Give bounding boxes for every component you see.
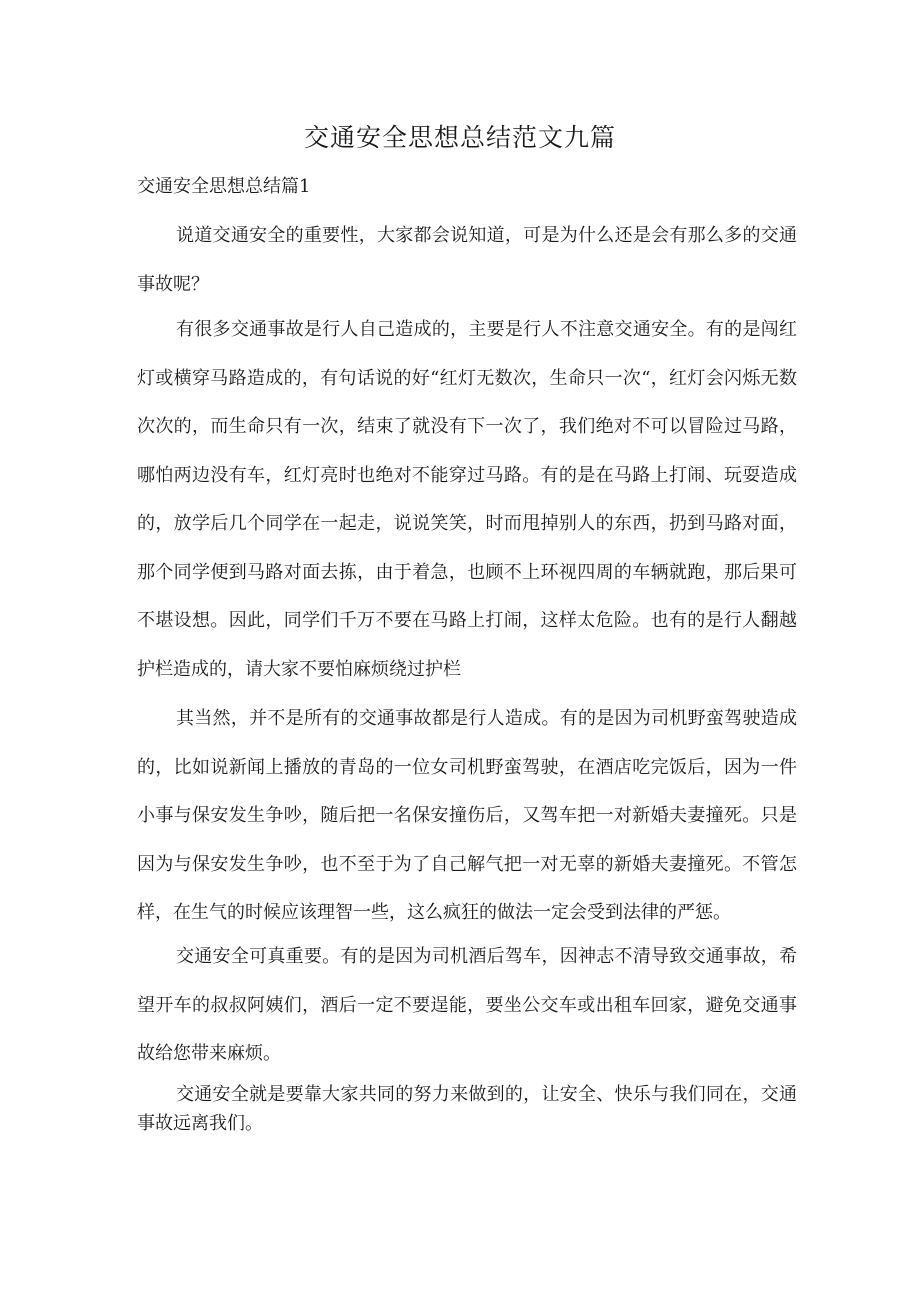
- section-heading: 交通安全思想总结篇1: [137, 176, 311, 197]
- document-title: 交通安全思想总结范文九篇: [303, 123, 616, 152]
- paragraph-3: 其当然，并不是所有的交通事故都是行人造成。有的是因为司机野蛮驾驶造成的，比如说新闻上播放的青岛的一位女司机野蛮驾驶，在酒店吃完饭后，因为一件小事与保安发生争吵，随后把一名保安撞伤后，又驾车把一对新婚夫妻撞死。只是因为与保安发生争吵，也不至于为了自己解气把一对无辜的新婚夫妻撞死。不管怎样，在生气的时候应该理智一些，这么疯狂的做法一定会受到法律的严惩。: [137, 708, 797, 923]
- paragraph-2: 有很多交通事故是行人自己造成的，主要是行人不注意交通安全。有的是闯红灯或横穿马路造成的，有句话说的好“红灯无数次，生命只一次“，红灯会闪烁无数次次的，而生命只有一次，结束了就没有下一次了，我们绝对不可以冒险过马路，哪怕两边没有车，红灯亮时也绝对不能穿过马路。有的是在马路上打闹、玩耍造成的，放学后几个同学在一起走，说说笑笑，时而甩掉别人的东西，扔到马路对面，那个同学便到马路对面去拣，由于着急，也顾不上环视四周的车辆就跑，那后果可不堪设想。因此，同学们千万不要在马路上打闹，这样太危险。也有的是行人翻越护栏造成的，请大家不要怕麻烦绕过护栏: [137, 319, 797, 680]
- paragraph-1: 说道交通安全的重要性，大家都会说知道，可是为什么还是会有那么多的交通事故呢？: [137, 225, 797, 295]
- paragraph-4: 交通安全可真重要。有的是因为司机酒后驾车，因神志不清导致交通事故，希望开车的叔叔阿姨们，酒后一定不要逞能，要坐公交车或出租车回家，避免交通事故给您带来麻烦。: [137, 946, 797, 1064]
- paragraph-5: 交通安全就是要靠大家共同的努力来做到的，让安全、快乐与我们同在，交通事故远离我们。: [137, 1084, 797, 1134]
